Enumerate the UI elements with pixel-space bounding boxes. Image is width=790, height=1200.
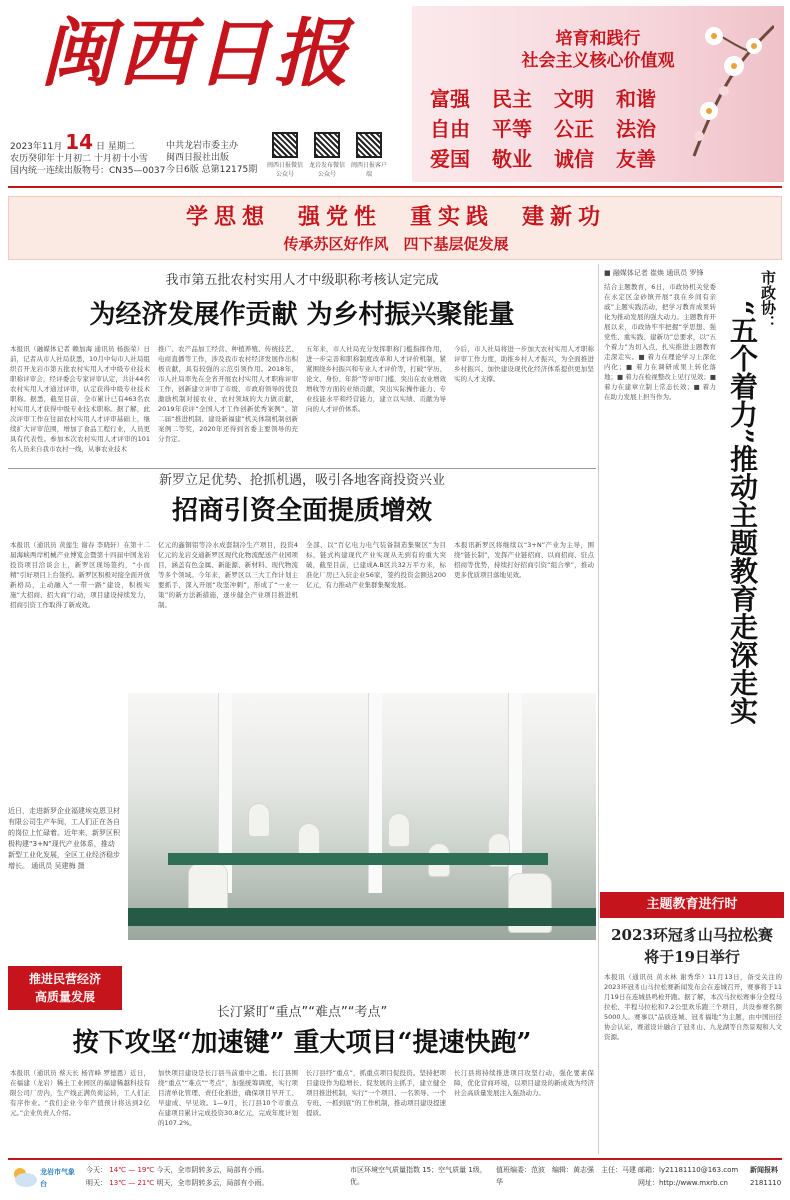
right-vertical-kicker: 市政协：	[759, 270, 777, 330]
today-label: 今天：	[86, 1166, 107, 1174]
value-word: 诚信	[554, 147, 594, 171]
issue-day: 14	[65, 130, 94, 154]
values-heading-line1: 培育和践行	[555, 29, 641, 49]
issue-year-month: 2023年11月	[10, 142, 63, 152]
weather-cloud-icon	[10, 1166, 38, 1188]
value-word: 公正	[554, 117, 594, 141]
right-byline: ■ 融媒体记者 崔焕 通讯员 罗锋	[604, 269, 704, 277]
qr-code[interactable]	[356, 132, 382, 158]
blossom-illustration	[654, 16, 774, 166]
article2-body: 亿元的鑫铜铝等冷水成套制冷生产项目，投资4亿元的龙岩交通新罗区现代化物流配送产业园项目，涵盖有色金属、新能源、新材料、现代物流等多个领域。今年来，新罗区以三大工作计划主要抓手，深入开展“攻坚冲刺”，形成了“一业一策”的新方法新措施，逐步健全产业项目推进机制。	[158, 541, 298, 609]
qr-label: 闽西日报客户端	[350, 162, 387, 178]
article3-body: 本报讯（通讯员 蔡天长 杨宵峰 罗德恩）近日，在福建（龙岩）稀土工业园区的福建稀越科技有限公司厂房内，生产线正满负荷运转，工人们正有序作业。“我们企业今年产值预计将达到2亿元。”企业负责人介绍。	[10, 1069, 150, 1117]
article2-headline[interactable]: 招商引资全面提质增效	[171, 496, 432, 526]
marathon-headline-line1: 2023环冠豸山马拉松赛	[611, 926, 773, 944]
issue-serial: 国内统一连续出版物号：CN35—0037	[10, 166, 166, 176]
right-article-body: 结合主题教育，6日，市政协机关党委在永定区金砂镇开展“我在乡间有亲戚”主题实践活动，把学习教育成果转化为推动发展的强大动力。主题教育开展以来，市政协牢牢把握“学思想、强党性、重实践、建新功”总要求，以“五个着力”为切入点，扎实推进主题教育走深走实。■ 着力在理论学习上深化内化；■ 着力在调研成果上转化落地；■ 着力在检视整改上见行见效；■ 着力在建章立制上常态长效；■ 着力在助力发展上担当作为。	[604, 283, 716, 401]
article3-body: 长汀县将持续推进项目攻坚行动，强化要素保障，优化营商环境，以项目建设的新成效为经济社会高质量发展注入强劲动力。	[454, 1069, 594, 1097]
publisher-line2: 闽西日报社出版	[166, 153, 230, 163]
hotline-number[interactable]: 2181110	[750, 1179, 782, 1187]
photo-element	[388, 813, 410, 847]
air-quality: 市区环境空气质量指数 15；空气质量 1级，优。	[350, 1166, 487, 1186]
photo-element	[128, 908, 596, 926]
issue-info	[10, 130, 166, 177]
tomorrow-temp: 13℃ — 21℃	[109, 1179, 155, 1187]
value-word: 敬业	[492, 147, 532, 171]
value-word: 法治	[616, 117, 656, 141]
weather-today	[86, 1164, 268, 1176]
article1-body: 推广、农产品加工经营、种植养殖、传统技艺、电商直播等工作，涉及我市农村经济发展作出积极贡献，具有较强的示范引领作用。2018年，市人社局率先在全省开展农村实用人才职称评审工作，创新建立评审了市级、市政府领导的优良激励机制对接农业、农村领域的大力做贡献，2019年获评“全国人才工作创新优秀案例”、第二届“推进机制、建设新福建”机关体制机制创新案例二等奖，2020年还得到省委主要领导的充分肯定。	[158, 345, 298, 443]
article1-body: 五年来，市人社局充分发挥职称门槛指挥作用，进一步完善和职称制度改革和人才评价机制，紧紧围绕乡村振兴和专业人才评价等，打破“学历、论文、身份、年龄”等评审门槛，突出在农业增效增收等方面的业绩贡献，突出实际操作能力、专业技能水平和经营能力，建立以实绩、贡献为导向的人才评价体系。	[306, 345, 446, 413]
weather-station: 龙岩市气象台	[40, 1168, 75, 1188]
article1-headline[interactable]: 为经济发展作贡献 为乡村振兴聚能量	[89, 300, 515, 330]
value-word: 友善	[616, 147, 656, 171]
section-tag-line2: 高质量发展	[34, 990, 95, 1004]
article1-body: 本报讯（融媒体记者 赖加海 通讯员 杨振荣）日前，记者从市人社局获悉，10月中旬市人社局组织召开龙岩市第五批农村实用人才中级专业技术职称评审会，经评委会专家评审认定，共计44名农村实用人才通过评审，认定获得中级专业技术职称。据悉，截至目前，全市累计已有463名农村实用人才获得中级专业技术职称。据了解，此次评审工作在往届农村实用人才评审基础上，继续扩大评审范围，增加了食品工程行业，人员更具有代表性。参加本次农村实用人才评审的101名人员来自我市农村一线，从事农业技术	[10, 345, 150, 453]
article3-body: 长汀县纾“重点”，抓重点项目促投资。坚持把项目建设作为稳增长、促发展的主抓手，建立健全项目推进机制，实行“一个项目、一名领导、一个专班、一抓到底”的工作机制，推动项目建设提速提质。	[306, 1069, 446, 1117]
article2-kicker: 新罗立足优势、抢抓机遇，吸引各地客商投资兴业	[158, 473, 445, 488]
today-desc: 今天，全市阴转多云，局部有小雨。	[156, 1166, 269, 1174]
article3-kicker: 长汀紧盯“重点”“难点”“考点”	[216, 1005, 388, 1020]
article3-headline[interactable]: 按下攻坚“加速键” 重大项目“提速快跑”	[72, 1028, 532, 1058]
publisher-info	[166, 140, 257, 176]
divider	[8, 468, 596, 469]
article2-body: 本报讯新罗区将继续以“3+N”产业为主导，围绕“链长制”，发挥产业链招商、以商招商、驻点招商等优势，持续打好招商引资“组合拳”，推动更多优质项目落地见效。	[454, 541, 594, 579]
article2-body: 本报讯（通讯员 黄莲生 谢春 李晓轩）在第十二届海峡两岸机械产业博览会暨第十四届中国龙岩投资项目洽谈会上，新罗区现场签约，“小而精”引好项目上台签约。新罗区积极对接全面开放新格局，主动融入“一带一路”建设，积极实施“大招商、招大商”行动，项目建设持续发力，招商引资工作取得了新成效。	[10, 541, 150, 609]
tomorrow-desc: 明天，全市阴转多云，局部有小雨。	[156, 1179, 269, 1187]
masthead-rule	[8, 186, 782, 188]
article3-body: 加快项目建设是长汀县当前重中之重。长汀县围绕“重点”“难点”“考点”，加强统筹调度，实行项目清单化管理、责任化推进，确保项目早开工、早建成、早见效。1—9月，长汀县10个市重点在建项目累计完成投资30.8亿元，完成年度计划的107.2%。	[158, 1069, 298, 1127]
right-vertical-headline[interactable]: “五个着力”推动主题教育走深走实	[726, 300, 759, 725]
article1-body: 今后，市人社局将进一步加大农村实用人才职称评审工作力度，助推乡村人才振兴，为全面推进乡村振兴、加快建设现代化经济体系提供更加坚实的人才支撑。	[454, 345, 594, 383]
marathon-headline-line2: 将于19日举行	[644, 948, 740, 966]
publisher-line3: 今日6版 总第12175期	[166, 165, 258, 175]
banner-line1: 学思想 强党性 重实践 建新功	[185, 205, 606, 230]
factory-photo	[128, 693, 596, 940]
value-word: 平等	[492, 117, 532, 141]
qr-label: 龙岩发布微信公众号	[308, 162, 345, 178]
value-word: 富强	[430, 87, 470, 111]
today-temp: 14℃ — 19℃	[109, 1166, 155, 1174]
section-bar: 主题教育进行时	[600, 892, 784, 918]
weather-tomorrow	[86, 1177, 268, 1189]
email-link[interactable]: 邮箱：ly21181110@163.com	[638, 1166, 739, 1174]
theme-banner	[8, 196, 782, 260]
issue-lunar-date: 农历癸卯年十月初二 十月初十小雪	[10, 154, 148, 164]
value-word: 爱国	[430, 147, 470, 171]
section-tag-line1: 推进民营经济	[28, 972, 101, 986]
qr-label: 闽西日报微信公众号	[266, 162, 303, 178]
value-word: 自由	[430, 117, 470, 141]
article2-body: 全部、以“百亿电力电气装备制造集聚区”为目标，链式构建现代产业实现从无到有的重大突破，截至目前，已建成A.B区共32万平方米，标准化厂房已入驻企业56家，签约投资金额达200亿元，有力推动产业集群集聚发展。	[306, 541, 446, 589]
marathon-headline[interactable]	[600, 924, 784, 968]
photo-element	[298, 823, 320, 857]
value-word: 和谐	[616, 87, 656, 111]
marathon-body: 本报讯（通讯员 黄水林 谢秀华）11月13日，备受关注的2023环冠豸山马拉松赛新闻发布会在连城召开，赛事将于11月19日在连城县鸣枪开跑。据了解，本次马拉松赛事分全程马拉松、半程马拉松和7.2公里欢乐跑三个项目，共设参赛名额5000人。赛事以“品质连城、冠豸福地”为主题，由中国田径协会认证，赛道设计融合了冠豸山、九龙湖等自然景观和人文资源。	[604, 973, 782, 1041]
hotline-label: 新闻报料	[750, 1166, 778, 1174]
editors: 值班编委：范波 编辑：黄志强 主任：马建华	[496, 1166, 636, 1186]
masthead-title: 闽西日报	[40, 11, 352, 97]
qr-code[interactable]	[272, 132, 298, 158]
publisher-line1: 中共龙岩市委主办	[166, 141, 239, 151]
banner-line2: 传承苏区好作风 四下基层促发展	[283, 235, 509, 253]
photo-element	[248, 803, 270, 837]
qr-code[interactable]	[314, 132, 340, 158]
photo-element	[168, 853, 548, 865]
article1-kicker: 我市第五批农村实用人才中级职称考核认定完成	[165, 273, 439, 288]
tomorrow-label: 明天：	[86, 1179, 107, 1187]
core-values-panel	[412, 6, 784, 182]
photo-caption: 近日，走进新罗企业福建埃克恩卫材有限公司生产车间，工人们正在各自的岗位上忙碌着。近年来，新罗区积极构建“3+N”现代产业体系，推动新型工业化发展，全区工业经济稳步增长。 通讯员 吴建梅 摄	[8, 807, 120, 870]
website-link[interactable]: 网址：http://www.mxrb.cn	[638, 1179, 728, 1187]
footer	[8, 1158, 782, 1194]
column-divider	[598, 264, 599, 1154]
values-heading-line2: 社会主义核心价值观	[521, 51, 675, 71]
issue-weekday: 日 星期二	[95, 142, 135, 152]
value-word: 民主	[492, 87, 532, 111]
value-word: 文明	[554, 87, 594, 111]
